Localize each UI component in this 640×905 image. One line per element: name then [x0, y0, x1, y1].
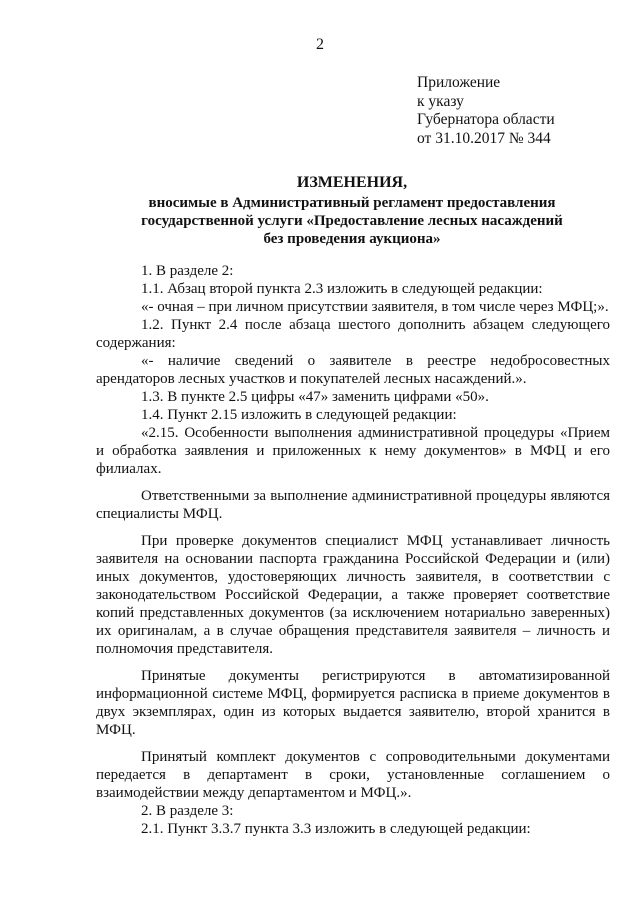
appendix-header [417, 74, 555, 148]
paragraph: Принятые документы регистрируются в автоматизированной информационной системе МФЦ, формируется расписка в приеме документов в двух экземплярах, один из которых выдается заявителю, второй хранится в МФЦ. [96, 668, 610, 738]
appendix-date-line: от 31.10.2017 № 344 [417, 129, 551, 147]
title-line: вносимые в Административный регламент предоставления [148, 195, 556, 211]
appendix-line: Приложение [417, 74, 501, 91]
document-body [96, 262, 610, 838]
paragraph: 1. В разделе 2: [141, 263, 234, 279]
appendix-line: Губернатора области [417, 111, 555, 128]
paragraph: 1.3. В пункте 2.5 цифры «47» заменить цифрами «50». [141, 389, 489, 405]
paragraph: Принятый комплект документов с сопроводительными документами передается в департамент в сроки, установленные соглашением о взаимодействии между департаментом и МФЦ.». [96, 749, 610, 801]
paragraph: «2.15. Особенности выполнения административной процедуры «Прием и обработка заявления и приложенных к нему документов» в МФЦ и его филиалах. [96, 425, 610, 477]
page-number: 2 [316, 36, 324, 53]
paragraph: «- очная – при личном присутствии заявителя, в том числе через МФЦ;». [141, 299, 609, 315]
paragraph: 1.1. Абзац второй пункта 2.3 изложить в следующей редакции: [141, 281, 543, 297]
paragraph: 2. В разделе 3: [141, 803, 234, 819]
paragraph: «- наличие сведений о заявителе в реестре недобросовестных арендаторов лесных участков и покупателей лесных насаждений.». [96, 353, 610, 387]
document-title [96, 174, 608, 248]
title-line: государственной услуги «Предоставление лесных насаждений [141, 213, 563, 229]
paragraph: 2.1. Пункт 3.3.7 пункта 3.3 изложить в следующей редакции: [141, 821, 531, 837]
title-main: ИЗМЕНЕНИЯ, [296, 174, 408, 191]
title-line: без проведения аукциона» [263, 231, 441, 247]
paragraph: 1.4. Пункт 2.15 изложить в следующей редакции: [141, 407, 457, 423]
paragraph: 1.2. Пункт 2.4 после абзаца шестого дополнить абзацем следующего содержания: [96, 317, 610, 351]
appendix-line: к указу [417, 92, 464, 110]
paragraph: При проверке документов специалист МФЦ устанавливает личность заявителя на основании паспорта гражданина Российской Федерации и (или) иных документов, удостоверяющих личность заявителя, в соответствии с законодательством Российской Федерации, а также проверяет соответствие копий представленных документов (за исключением нотариально заверенных) их оригиналам, а в случае обращения представителя заявителя – личность и полномочия представителя. [96, 533, 610, 657]
paragraph: Ответственными за выполнение административной процедуры являются специалисты МФЦ. [96, 488, 610, 522]
